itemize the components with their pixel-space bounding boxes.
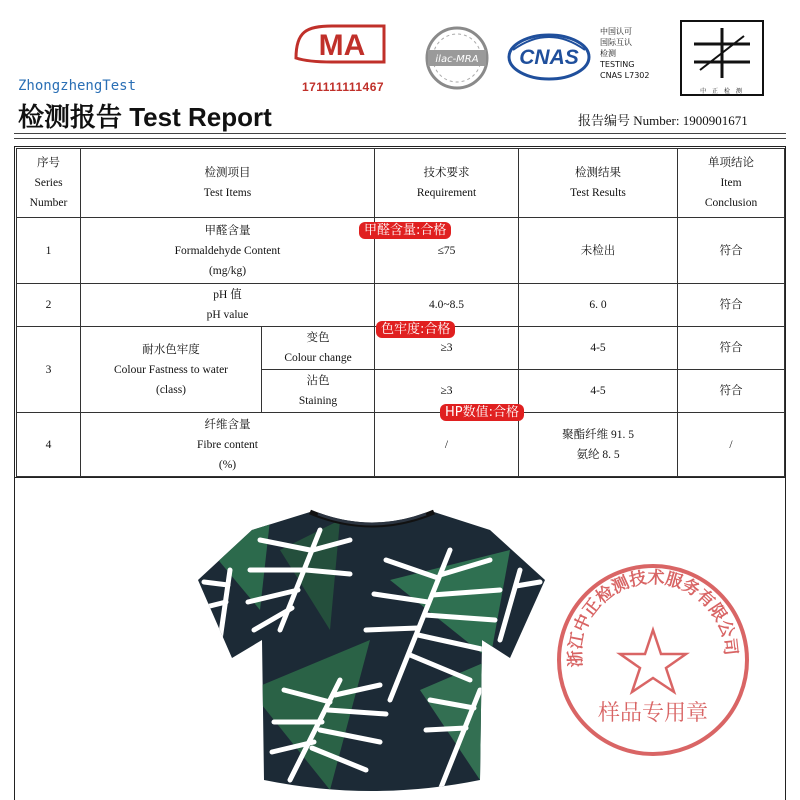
header-test-items: 检测项目 Test Items (81, 149, 375, 218)
row-conclusion: 符合 (678, 284, 785, 327)
header-series: 序号 Series Number (17, 149, 81, 218)
page-title: 检测报告 Test Report (18, 102, 272, 132)
row-number: 2 (17, 284, 81, 327)
row-conclusion: 符合 (678, 370, 785, 413)
row-conclusion: 符合 (678, 327, 785, 370)
row-conclusion: / (678, 413, 785, 477)
row-requirement: / (375, 413, 519, 477)
row-result: 聚酯纤维 91. 5 氨纶 8. 5 (519, 413, 678, 477)
header-test-results: 检测结果 Test Results (519, 149, 678, 218)
row-item: 纤维含量 Fibre content (%) (81, 413, 375, 477)
row-number: 1 (17, 218, 81, 284)
header-requirement: 技术要求 Requirement (375, 149, 519, 218)
brand-name: ZhongzhengTest (18, 78, 137, 94)
row-item: pH 值 pH value (81, 284, 375, 327)
row-result: 6. 0 (519, 284, 678, 327)
row-subitem: 变色 Colour change (262, 327, 375, 370)
row-result: 未检出 (519, 218, 678, 284)
row-requirement: 4.0~8.5 (375, 284, 519, 327)
svg-text:ilac-MRA: ilac-MRA (435, 54, 479, 65)
test-results-table (16, 148, 785, 477)
table-header-row (17, 149, 785, 218)
cma-number: 171111111467 (301, 80, 385, 94)
header-conclusion: 单项结论 Item Conclusion (678, 149, 785, 218)
ph-pass-badge: HP数值:合格 (440, 404, 524, 421)
row-number: 3 (17, 327, 81, 413)
row-number: 4 (17, 413, 81, 477)
colourfastness-pass-badge: 色牢度:合格 (376, 321, 455, 338)
cnas-logo (505, 26, 593, 88)
zhongzheng-logo (680, 20, 764, 96)
tshirt-sample-image (190, 490, 555, 800)
formaldehyde-pass-badge: 甲醛含量:合格 (359, 222, 451, 239)
svg-text:样品专用章: 样品专用章 (597, 701, 709, 726)
svg-text:MA: MA (318, 29, 366, 62)
ilac-mra-logo (422, 24, 492, 92)
row-requirement: ≥3 (375, 327, 519, 370)
header-divider (14, 133, 786, 139)
row-subitem: 沾色 Staining (262, 370, 375, 413)
zhongzheng-logo-caption: 中 正 检 测 (700, 88, 744, 95)
svg-text:CNAS: CNAS (519, 46, 579, 69)
cma-logo (292, 22, 388, 66)
row-item: 耐水色牢度 Colour Fastness to water (class) (81, 327, 262, 413)
row-conclusion: 符合 (678, 218, 785, 284)
row-requirement: ≤75 (375, 218, 519, 284)
row-result: 4-5 (519, 327, 678, 370)
svg-text:浙江中正检测技术服务有限公司: 浙江中正检测技术服务有限公司 (565, 567, 741, 668)
company-seal-stamp (553, 560, 753, 760)
row-item: 甲醛含量 Formaldehyde Content (mg/kg) (81, 218, 375, 284)
report-number: 报告编号 Number: 1900901671 (578, 113, 748, 128)
row-requirement: ≥3 (375, 370, 519, 413)
row-result: 4-5 (519, 370, 678, 413)
cnas-accreditation-text: 中国认可 国际互认 检测 TESTING CNAS L7302 (600, 27, 650, 80)
table-row (17, 413, 785, 477)
